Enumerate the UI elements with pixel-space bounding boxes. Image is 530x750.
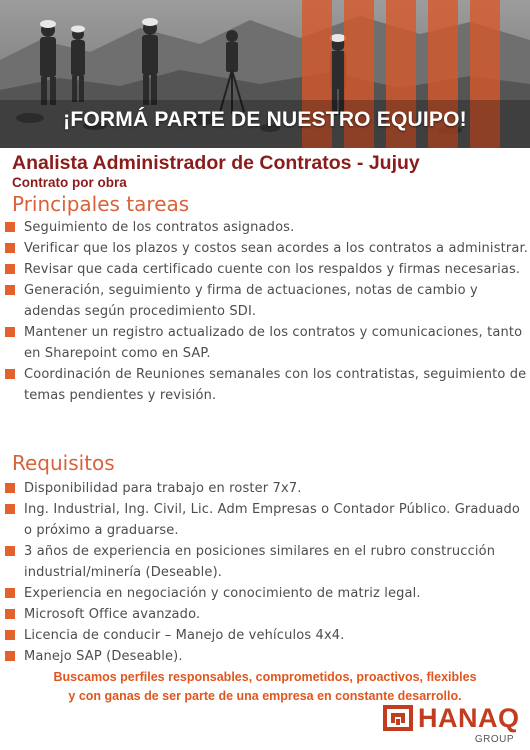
tasks-list [0, 217, 530, 406]
closing-line-1: Buscamos perfiles responsables, comprometidos, proactivos, flexibles [53, 670, 477, 684]
square-bullet-icon [5, 609, 15, 619]
requirements-list [0, 478, 530, 667]
requirements-heading: Requisitos [12, 451, 115, 475]
company-logo [382, 702, 522, 748]
square-bullet-icon [5, 369, 15, 379]
list-item: Revisar que cada certificado cuente con los respaldos y firmas necesarias. [0, 259, 530, 280]
list-item: Verificar que los plazos y costos sean acordes a los contratos a administrar. [0, 238, 530, 259]
hero-banner-text: ¡FORMÁ PARTE DE NUESTRO EQUIPO! [63, 108, 467, 131]
logo-name: HANAQ [418, 703, 520, 733]
square-bullet-icon [5, 504, 15, 514]
tasks-heading: Principales tareas [12, 192, 190, 216]
closing-line-2: y con ganas de ser parte de una empresa en constante desarrollo. [68, 688, 462, 703]
list-item: Licencia de conducir – Manejo de vehículos 4x4. [0, 625, 530, 646]
list-item: Coordinación de Reuniones semanales con los contratistas, seguimiento de temas pendientes y revisión. [0, 364, 530, 406]
list-item: Disponibilidad para trabajo en roster 7x7. [0, 478, 530, 499]
list-item: Mantener un registro actualizado de los contratos y comunicaciones, tanto en Sharepoint como en SAP. [0, 322, 530, 364]
square-bullet-icon [5, 264, 15, 274]
square-bullet-icon [5, 483, 15, 493]
list-item: Ing. Industrial, Ing. Civil, Lic. Adm Empresas o Contador Público. Graduado o próximo a graduarse. [0, 499, 530, 541]
list-item: Generación, seguimiento y firma de actuaciones, notas de cambio y adendas según procedimiento SDI. [0, 280, 530, 322]
list-item: Seguimiento de los contratos asignados. [0, 217, 530, 238]
square-bullet-icon [5, 651, 15, 661]
square-bullet-icon [5, 546, 15, 556]
list-item: 3 años de experiencia en posiciones similares en el rubro construcción industrial/minería (Deseable). [0, 541, 530, 583]
closing-message [0, 668, 530, 705]
hero-image [0, 0, 530, 148]
square-bullet-icon [5, 285, 15, 295]
hanaq-logo-icon [382, 704, 414, 732]
square-bullet-icon [5, 630, 15, 640]
logo-sub: GROUP [474, 734, 514, 745]
list-item: Experiencia en negociación y conocimiento de matriz legal. [0, 583, 530, 604]
square-bullet-icon [5, 588, 15, 598]
contract-type: Contrato por obra [12, 175, 127, 190]
job-title: Analista Administrador de Contratos - Jujuy [12, 152, 420, 174]
square-bullet-icon [5, 243, 15, 253]
list-item: Microsoft Office avanzado. [0, 604, 530, 625]
list-item: Manejo SAP (Deseable). [0, 646, 530, 667]
square-bullet-icon [5, 222, 15, 232]
square-bullet-icon [5, 327, 15, 337]
